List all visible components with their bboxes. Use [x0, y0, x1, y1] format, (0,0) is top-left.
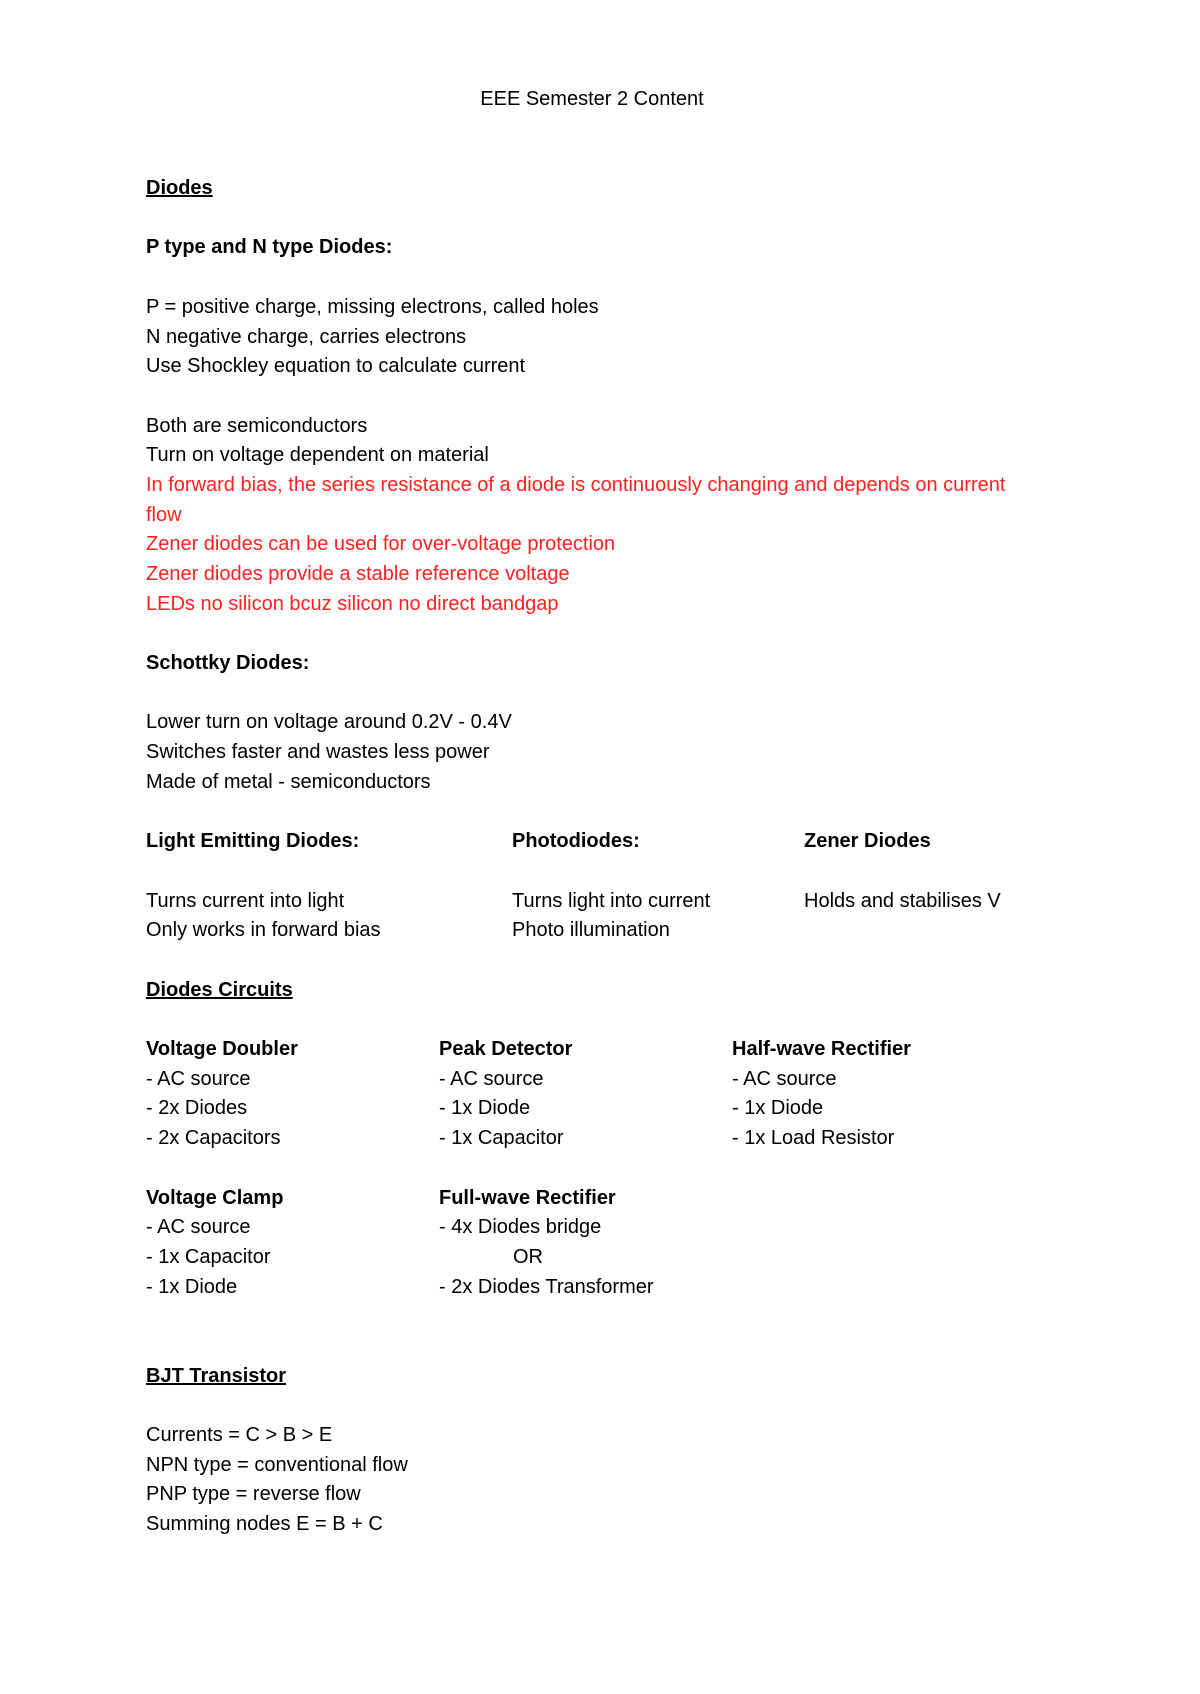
circuits-row-1	[146, 1035, 1066, 1154]
circuit-half-wave-rectifier	[732, 1035, 911, 1154]
subheading-schottky-diodes: Schottky Diodes:	[146, 652, 310, 675]
text-line: Both are semiconductors	[146, 414, 368, 437]
circuits-row-2	[146, 1184, 1066, 1303]
circuit-heading: Full-wave Rectifier	[439, 1186, 616, 1209]
circuit-heading: Voltage Doubler	[146, 1038, 298, 1061]
highlighted-note: Zener diodes provide a stable reference voltage	[146, 563, 570, 586]
component-line-or: OR	[513, 1245, 543, 1268]
section-heading-bjt-transistor: BJT Transistor	[146, 1364, 287, 1387]
component-line: - AC source	[146, 1067, 251, 1090]
component-line: - 2x Capacitors	[146, 1127, 281, 1150]
circuit-heading: Voltage Clamp	[146, 1186, 284, 1209]
circuit-heading: Half-wave Rectifier	[732, 1038, 911, 1061]
column-zener	[804, 827, 1001, 916]
component-line: - 1x Capacitor	[439, 1127, 564, 1150]
component-line: - 2x Diodes Transformer	[439, 1275, 654, 1298]
text-line: Photo illumination	[512, 919, 670, 942]
diode-types-columns	[146, 827, 1066, 946]
text-line: Holds and stabilises V	[804, 889, 1001, 912]
circuit-peak-detector	[439, 1035, 572, 1154]
subheading-led: Light Emitting Diodes:	[146, 830, 360, 853]
component-line: - 2x Diodes	[146, 1097, 248, 1120]
highlighted-note: Zener diodes can be used for over-voltage protection	[146, 533, 616, 556]
text-line: N negative charge, carries electrons	[146, 325, 467, 348]
section-heading-diode-circuits: Diodes Circuits	[146, 978, 293, 1001]
text-line: NPN type = conventional flow	[146, 1453, 408, 1476]
text-line: Currents = C > B > E	[146, 1424, 333, 1447]
text-line: Turn on voltage dependent on material	[146, 444, 489, 467]
text-line: Made of metal - semiconductors	[146, 770, 431, 793]
circuit-full-wave-rectifier	[439, 1184, 654, 1303]
subheading-photodiodes: Photodiodes:	[512, 830, 640, 853]
document-page	[146, 85, 1066, 1540]
subheading-zener: Zener Diodes	[804, 830, 931, 853]
section-heading-diodes: Diodes	[146, 177, 213, 200]
component-line: - 1x Diode	[146, 1275, 238, 1298]
column-led	[146, 827, 381, 946]
component-line: - AC source	[732, 1067, 837, 1090]
text-line: Turns current into light	[146, 889, 345, 912]
circuit-heading: Peak Detector	[439, 1038, 573, 1061]
component-line: - 1x Capacitor	[146, 1245, 271, 1268]
text-line: Switches faster and wastes less power	[146, 741, 490, 764]
text-line: Only works in forward bias	[146, 919, 381, 942]
text-line: Turns light into current	[512, 889, 711, 912]
component-line: - AC source	[146, 1216, 251, 1239]
highlighted-note: In forward bias, the series resistance of a diode is continuously changing and depends on current flow	[146, 473, 1006, 526]
text-line: Use Shockley equation to calculate current	[146, 355, 526, 378]
circuit-voltage-doubler	[146, 1035, 298, 1154]
text-line: Summing nodes E = B + C	[146, 1513, 383, 1536]
component-line: - 1x Diode	[439, 1097, 531, 1120]
component-line: - AC source	[439, 1067, 544, 1090]
column-photodiodes	[512, 827, 710, 946]
component-line: - 1x Load Resistor	[732, 1127, 895, 1150]
text-line: Lower turn on voltage around 0.2V - 0.4V	[146, 711, 512, 734]
text-line: PNP type = reverse flow	[146, 1483, 361, 1506]
component-line: - 4x Diodes bridge	[439, 1216, 602, 1239]
text-line: P = positive charge, missing electrons, called holes	[146, 295, 599, 318]
circuit-voltage-clamp	[146, 1184, 283, 1303]
component-line: - 1x Diode	[732, 1097, 824, 1120]
subheading-pn-diodes: P type and N type Diodes:	[146, 236, 393, 259]
document-title: EEE Semester 2 Content	[480, 88, 704, 110]
highlighted-note: LEDs no silicon bcuz silicon no direct bandgap	[146, 592, 559, 615]
